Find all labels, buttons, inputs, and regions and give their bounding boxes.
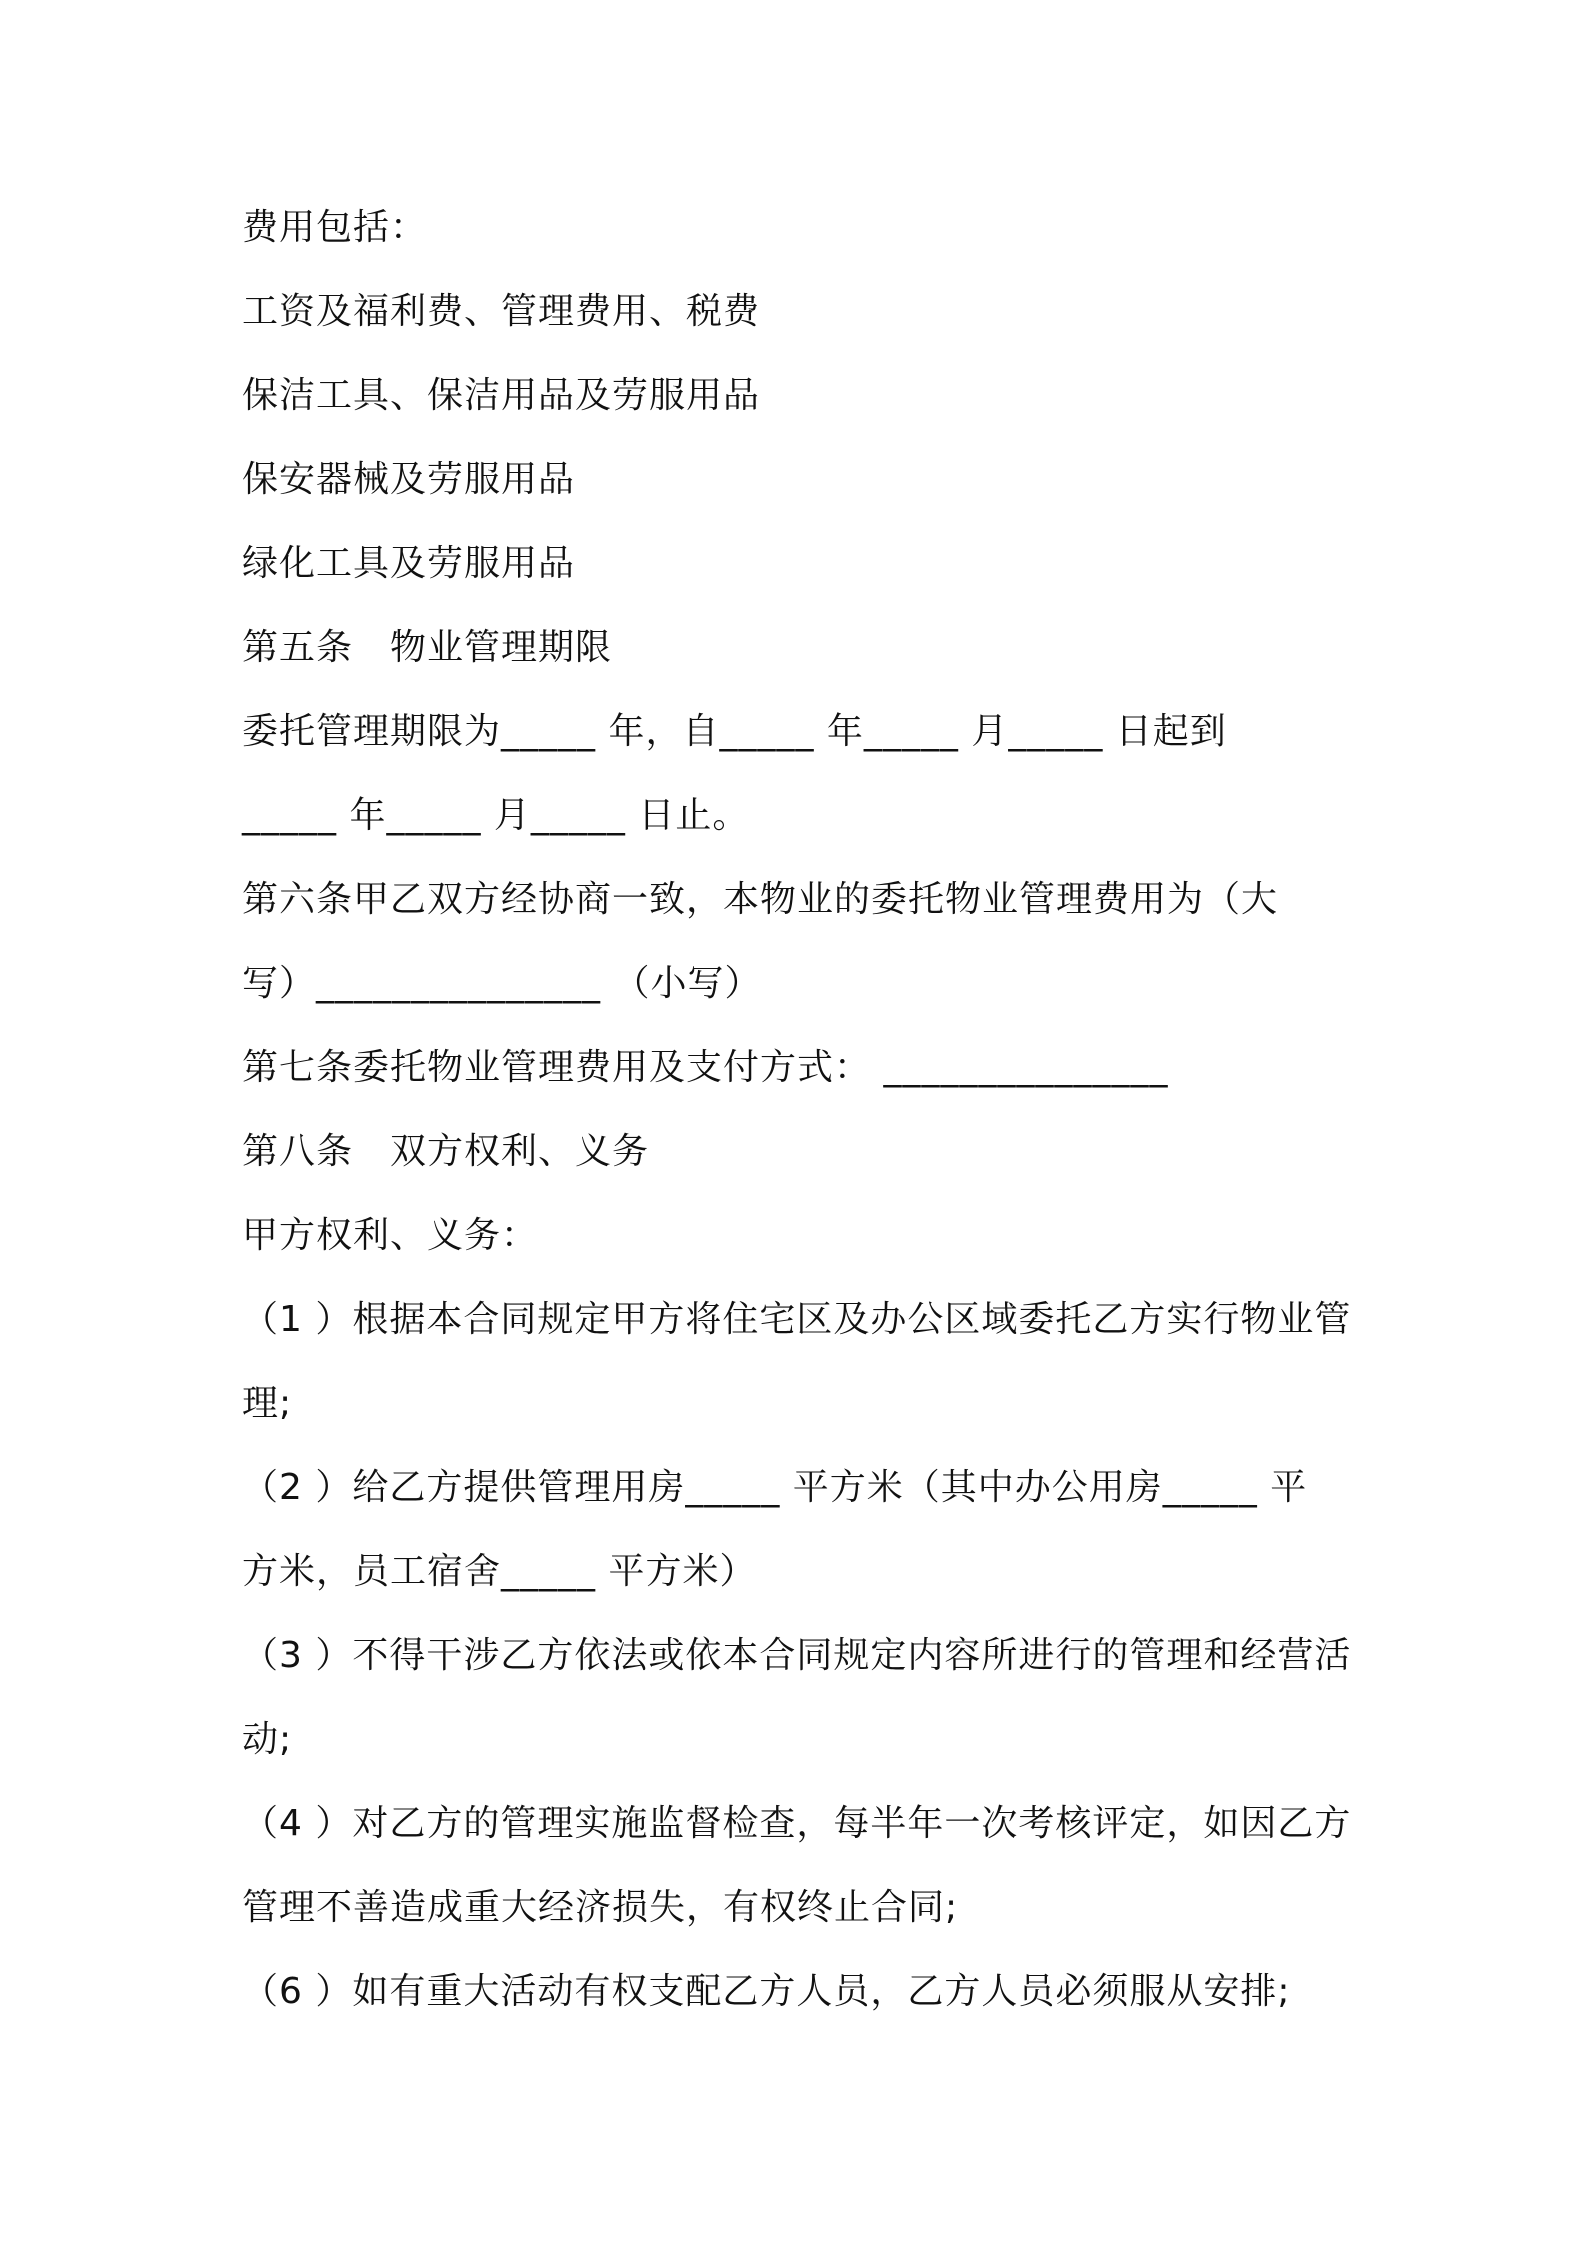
item-1-line-1: （1 ）根据本合同规定甲方将住宅区及办公区域委托乙方实行物业管 bbox=[242, 1299, 1352, 1340]
item-4-line-2: 管理不善造成重大经济损失，有权终止合同; bbox=[242, 1887, 959, 1928]
item-6-line: （6 ）如有重大活动有权支配乙方人员，乙方人员必须服从安排; bbox=[242, 1971, 1291, 2012]
item-2-line-1: （2 ）给乙方提供管理用房_____ 平方米（其中办公用房_____ 平 bbox=[242, 1467, 1308, 1508]
management-period-line-1: 委托管理期限为_____ 年，自_____ 年_____ 月_____ 日起到 bbox=[242, 711, 1227, 752]
item-2-line-2: 方米，员工宿舍_____ 平方米） bbox=[242, 1551, 757, 1592]
item-1-line-2: 理; bbox=[242, 1383, 293, 1424]
line-cleaning-tools: 保洁工具、保洁用品及劳服用品 bbox=[242, 375, 761, 416]
article-6-line-1: 第六条甲乙双方经协商一致，本物业的委托物业管理费用为（大 bbox=[242, 879, 1279, 920]
article-7-line: 第七条委托物业管理费用及支付方式： _______________ bbox=[242, 1047, 1169, 1088]
line-fees-include: 费用包括： bbox=[242, 207, 428, 248]
line-security-equipment: 保安器械及劳服用品 bbox=[242, 459, 576, 500]
party-a-rights-heading: 甲方权利、义务： bbox=[242, 1215, 539, 1256]
line-wages-welfare: 工资及福利费、管理费用、税费 bbox=[242, 291, 761, 332]
article-8-heading: 第八条 双方权利、义务 bbox=[242, 1131, 650, 1172]
item-3-line-2: 动; bbox=[242, 1719, 293, 1760]
line-greening-tools: 绿化工具及劳服用品 bbox=[242, 543, 576, 584]
article-5-heading: 第五条 物业管理期限 bbox=[242, 627, 613, 668]
item-4-line-1: （4 ）对乙方的管理实施监督检查，每半年一次考核评定，如因乙方 bbox=[242, 1803, 1352, 1844]
article-6-line-2: 写）_______________ （小写） bbox=[242, 963, 762, 1004]
management-period-line-2: _____ 年_____ 月_____ 日止。 bbox=[242, 795, 750, 836]
item-3-line-1: （3 ）不得干涉乙方依法或依本合同规定内容所进行的管理和经营活 bbox=[242, 1635, 1352, 1676]
